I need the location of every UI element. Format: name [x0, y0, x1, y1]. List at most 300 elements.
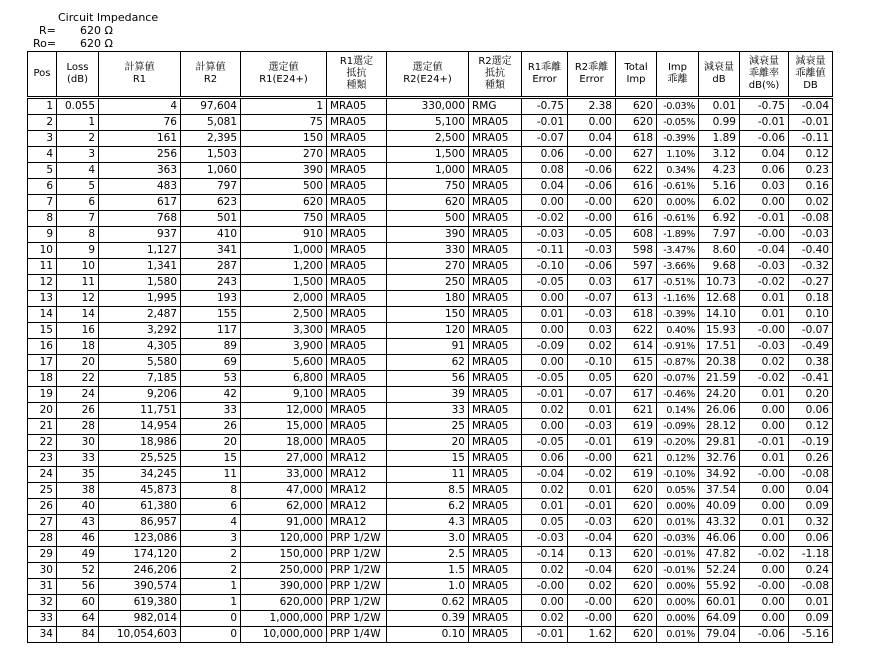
table-cell: 0.09: [789, 499, 833, 515]
table-cell: -0.01: [522, 115, 568, 131]
table-cell: MRA05: [327, 307, 387, 323]
table-cell: -0.11: [522, 243, 568, 259]
table-cell: -0.10: [568, 355, 616, 371]
table-cell: 86,957: [99, 515, 181, 531]
table-cell: 26: [57, 403, 99, 419]
table-cell: 12,000: [241, 403, 327, 419]
table-cell: -0.06: [740, 627, 789, 643]
table-cell: 26: [28, 499, 57, 515]
table-cell: 0.18: [789, 291, 833, 307]
table-cell: 13: [28, 291, 57, 307]
table-cell: 69: [181, 355, 241, 371]
table-cell: 330,000: [387, 98, 469, 115]
table-cell: MRA05: [469, 243, 522, 259]
table-cell: 4: [99, 98, 181, 115]
table-cell: 16: [28, 339, 57, 355]
table-cell: -0.03: [568, 307, 616, 323]
table-cell: 0.02: [522, 403, 568, 419]
table-cell: 40.09: [699, 499, 740, 515]
table-cell: 0.00: [740, 195, 789, 211]
table-cell: 9: [57, 243, 99, 259]
table-cell: 1,127: [99, 243, 181, 259]
table-cell: 2: [57, 131, 99, 147]
table-cell: PRP 1/2W: [327, 579, 387, 595]
table-cell: 2,500: [387, 131, 469, 147]
table-cell: -0.07: [522, 131, 568, 147]
table-cell: -0.00: [568, 195, 616, 211]
table-cell: 1: [28, 98, 57, 115]
table-header-row: [28, 52, 833, 98]
table-cell: 27,000: [241, 451, 327, 467]
column-header: Imp 乖離: [657, 52, 699, 98]
table-cell: 64: [57, 611, 99, 627]
r-value: 620 Ω: [80, 24, 113, 37]
table-cell: 20: [181, 435, 241, 451]
table-cell: 620: [616, 531, 657, 547]
table-cell: 32: [28, 595, 57, 611]
table-cell: -0.01%: [657, 563, 699, 579]
table-cell: 26.06: [699, 403, 740, 419]
table-cell: 3,292: [99, 323, 181, 339]
table-cell: 150,000: [241, 547, 327, 563]
table-row: [28, 339, 833, 355]
table-cell: 61,380: [99, 499, 181, 515]
table-cell: -0.03: [568, 243, 616, 259]
table-cell: 9: [28, 227, 57, 243]
column-header: Total Imp: [616, 52, 657, 98]
table-cell: 33: [387, 403, 469, 419]
table-cell: MRA05: [469, 611, 522, 627]
table-cell: 0.24: [789, 563, 833, 579]
table-row: [28, 611, 833, 627]
table-cell: 5: [28, 163, 57, 179]
table-cell: -0.01: [740, 115, 789, 131]
table-cell: -0.27: [789, 275, 833, 291]
table-cell: 24.20: [699, 387, 740, 403]
table-cell: 161: [99, 131, 181, 147]
table-cell: 0.01: [740, 291, 789, 307]
table-cell: 21.59: [699, 371, 740, 387]
table-cell: MRA05: [327, 339, 387, 355]
table-cell: 0.12: [789, 147, 833, 163]
table-cell: 22: [57, 371, 99, 387]
table-cell: 2.38: [568, 98, 616, 115]
table-cell: 89: [181, 339, 241, 355]
table-cell: MRA05: [327, 115, 387, 131]
header-title: Circuit Impedance: [58, 11, 159, 24]
table-cell: MRA05: [327, 403, 387, 419]
table-cell: 0.40%: [657, 323, 699, 339]
table-cell: 62,000: [241, 499, 327, 515]
table-cell: 410: [181, 227, 241, 243]
column-header: R1選定 抵抗 種類: [327, 52, 387, 98]
table-cell: 0.00%: [657, 195, 699, 211]
column-header: 減衰量 dB: [699, 52, 740, 98]
table-cell: MRA05: [327, 98, 387, 115]
table-cell: 31: [28, 579, 57, 595]
table-cell: 614: [616, 339, 657, 355]
table-cell: 1.89: [699, 131, 740, 147]
table-cell: -1.18: [789, 547, 833, 563]
table-cell: 620: [241, 195, 327, 211]
column-header: 選定値 R1(E24+): [241, 52, 327, 98]
table-cell: 24: [28, 467, 57, 483]
table-cell: 97,604: [181, 98, 241, 115]
table-cell: MRA05: [327, 195, 387, 211]
table-cell: -0.04: [789, 98, 833, 115]
table-cell: 1,200: [241, 259, 327, 275]
table-cell: MRA05: [469, 563, 522, 579]
table-cell: 15.93: [699, 323, 740, 339]
table-cell: 2,487: [99, 307, 181, 323]
table-cell: 26: [181, 419, 241, 435]
table-cell: 150: [387, 307, 469, 323]
table-row: [28, 179, 833, 195]
table-cell: 120,000: [241, 531, 327, 547]
table-cell: -0.14: [522, 547, 568, 563]
table-cell: 0.00: [568, 115, 616, 131]
table-cell: 270: [387, 259, 469, 275]
table-cell: 620: [616, 483, 657, 499]
table-cell: 10,000,000: [241, 627, 327, 643]
table-cell: -0.39%: [657, 307, 699, 323]
table-cell: 250: [387, 275, 469, 291]
table-cell: 0.20: [789, 387, 833, 403]
table-cell: MRA12: [327, 515, 387, 531]
table-cell: 0.00: [740, 483, 789, 499]
table-row: [28, 403, 833, 419]
table-cell: 0.04: [740, 147, 789, 163]
table-cell: 29: [28, 547, 57, 563]
table-row: [28, 355, 833, 371]
table-cell: MRA05: [469, 147, 522, 163]
table-cell: 5,081: [181, 115, 241, 131]
table-cell: 0.00: [740, 419, 789, 435]
table-cell: -0.32: [789, 259, 833, 275]
table-cell: 618: [616, 131, 657, 147]
table-cell: 10: [28, 243, 57, 259]
table-cell: 0.01: [568, 403, 616, 419]
table-cell: 3.0: [387, 531, 469, 547]
table-cell: 18: [28, 371, 57, 387]
table-cell: -0.03: [522, 227, 568, 243]
table-cell: 4: [28, 147, 57, 163]
table-cell: 1: [57, 115, 99, 131]
table-cell: 0.34%: [657, 163, 699, 179]
table-cell: 1: [181, 579, 241, 595]
table-cell: 0.06: [789, 403, 833, 419]
table-cell: -0.02: [568, 467, 616, 483]
table-cell: MRA05: [469, 163, 522, 179]
table-cell: 33: [57, 451, 99, 467]
table-cell: 38: [57, 483, 99, 499]
column-header: 計算値 R2: [181, 52, 241, 98]
table-cell: 16: [57, 323, 99, 339]
table-cell: 0.01: [740, 515, 789, 531]
table-cell: 0.03: [568, 323, 616, 339]
table-cell: 8: [181, 483, 241, 499]
column-header: Pos: [28, 52, 57, 98]
table-cell: -0.00: [568, 595, 616, 611]
table-cell: MRA05: [469, 179, 522, 195]
table-cell: 1: [241, 98, 327, 115]
table-cell: MRA12: [327, 467, 387, 483]
table-row: [28, 515, 833, 531]
table-cell: 5,580: [99, 355, 181, 371]
table-cell: 620: [616, 499, 657, 515]
table-cell: 91,000: [241, 515, 327, 531]
table-cell: 56: [57, 579, 99, 595]
table-cell: 910: [241, 227, 327, 243]
table-cell: 55.92: [699, 579, 740, 595]
table-row: [28, 499, 833, 515]
table-cell: 0.39: [387, 611, 469, 627]
table-cell: 620: [616, 371, 657, 387]
table-cell: -1.89%: [657, 227, 699, 243]
table-cell: -0.39%: [657, 131, 699, 147]
table-cell: MRA05: [327, 323, 387, 339]
table-row: [28, 547, 833, 563]
table-cell: 79.04: [699, 627, 740, 643]
table-cell: 193: [181, 291, 241, 307]
table-cell: 28: [28, 531, 57, 547]
table-cell: -0.00: [568, 611, 616, 627]
table-cell: 0.00: [522, 291, 568, 307]
table-cell: -0.02: [740, 371, 789, 387]
table-cell: -0.06: [568, 179, 616, 195]
table-cell: 617: [616, 275, 657, 291]
table-cell: -0.00: [740, 579, 789, 595]
table-row: [28, 595, 833, 611]
table-cell: -0.61%: [657, 179, 699, 195]
table-cell: 1,580: [99, 275, 181, 291]
table-cell: 14.10: [699, 307, 740, 323]
table-cell: 620: [616, 627, 657, 643]
table-cell: MRA05: [327, 291, 387, 307]
table-cell: 24: [57, 387, 99, 403]
table-row: [28, 419, 833, 435]
table-cell: -0.07%: [657, 371, 699, 387]
table-cell: 30: [28, 563, 57, 579]
table-cell: 0.01%: [657, 627, 699, 643]
table-cell: 619,380: [99, 595, 181, 611]
table-cell: 1,500: [241, 275, 327, 291]
table-cell: 12.68: [699, 291, 740, 307]
table-cell: 621: [616, 403, 657, 419]
table-row: [28, 627, 833, 643]
table-cell: 0.62: [387, 595, 469, 611]
table-cell: 3: [181, 531, 241, 547]
table-cell: MRA05: [327, 227, 387, 243]
table-cell: 483: [99, 179, 181, 195]
table-cell: 4.23: [699, 163, 740, 179]
table-cell: MRA05: [327, 147, 387, 163]
table-cell: -0.91%: [657, 339, 699, 355]
table-cell: 47.82: [699, 547, 740, 563]
table-cell: -0.07: [568, 291, 616, 307]
table-cell: 982,014: [99, 611, 181, 627]
table-cell: MRA05: [327, 259, 387, 275]
table-cell: MRA05: [469, 435, 522, 451]
table-cell: 250,000: [241, 563, 327, 579]
table-cell: 40: [57, 499, 99, 515]
column-header: 計算値 R1: [99, 52, 181, 98]
table-cell: 7: [57, 211, 99, 227]
table-cell: 2: [181, 563, 241, 579]
table-cell: 8: [57, 227, 99, 243]
table-cell: 5,100: [387, 115, 469, 131]
table-cell: 0.06: [789, 531, 833, 547]
table-row: [28, 563, 833, 579]
table-cell: 750: [387, 179, 469, 195]
table-cell: 750: [241, 211, 327, 227]
table-cell: MRA12: [327, 451, 387, 467]
table-cell: 0.055: [57, 98, 99, 115]
column-header: Loss (dB): [57, 52, 99, 98]
table-cell: 627: [616, 147, 657, 163]
table-cell: 42: [181, 387, 241, 403]
table-cell: 0.00: [740, 531, 789, 547]
table-row: [28, 291, 833, 307]
table-cell: 0.08: [522, 163, 568, 179]
column-header: R2乖離 Error: [568, 52, 616, 98]
column-header: 選定値 R2(E24+): [387, 52, 469, 98]
table-cell: MRA05: [469, 579, 522, 595]
table-cell: 11: [387, 467, 469, 483]
table-cell: 341: [181, 243, 241, 259]
table-cell: -0.04: [522, 467, 568, 483]
table-cell: -0.04: [568, 531, 616, 547]
table-cell: -0.01: [740, 211, 789, 227]
ro-label: Ro=: [33, 37, 57, 50]
table-cell: -3.66%: [657, 259, 699, 275]
table-cell: 0.10: [789, 307, 833, 323]
table-cell: 117: [181, 323, 241, 339]
r-label: R=: [39, 24, 56, 37]
table-cell: 6.92: [699, 211, 740, 227]
table-cell: 33: [181, 403, 241, 419]
table-cell: 3: [28, 131, 57, 147]
table-cell: 1.0: [387, 579, 469, 595]
table-cell: 363: [99, 163, 181, 179]
table-cell: 37.54: [699, 483, 740, 499]
table-cell: 1.5: [387, 563, 469, 579]
table-cell: 0.03: [568, 275, 616, 291]
table-cell: 155: [181, 307, 241, 323]
table-cell: MRA05: [469, 307, 522, 323]
table-cell: 620: [616, 515, 657, 531]
table-cell: 620: [616, 595, 657, 611]
table-cell: MRA05: [469, 275, 522, 291]
column-header: 減衰量 乖離率 dB(%): [740, 52, 789, 98]
table-cell: 15,000: [241, 419, 327, 435]
table-cell: 623: [181, 195, 241, 211]
table-cell: -0.00: [568, 211, 616, 227]
table-cell: 0.01: [568, 483, 616, 499]
table-cell: 620: [616, 98, 657, 115]
table-cell: 598: [616, 243, 657, 259]
table-cell: 768: [99, 211, 181, 227]
table-cell: 20.38: [699, 355, 740, 371]
table-cell: 620: [387, 195, 469, 211]
table-cell: MRA05: [327, 387, 387, 403]
table-row: [28, 323, 833, 339]
table-cell: 0.00: [522, 595, 568, 611]
table-cell: MRA05: [469, 371, 522, 387]
table-cell: 4,305: [99, 339, 181, 355]
table-cell: 0: [181, 611, 241, 627]
table-cell: 0.00: [740, 499, 789, 515]
table-cell: 17.51: [699, 339, 740, 355]
table-cell: -0.05: [522, 275, 568, 291]
table-cell: -0.10%: [657, 467, 699, 483]
table-cell: 39: [387, 387, 469, 403]
table-cell: 270: [241, 147, 327, 163]
table-cell: 0: [181, 627, 241, 643]
table-cell: -0.87%: [657, 355, 699, 371]
table-cell: 33,000: [241, 467, 327, 483]
table-cell: 2,500: [241, 307, 327, 323]
table-cell: 6.2: [387, 499, 469, 515]
table-cell: 174,120: [99, 547, 181, 563]
table-cell: 1,000,000: [241, 611, 327, 627]
table-cell: 18: [57, 339, 99, 355]
table-cell: 18,000: [241, 435, 327, 451]
table-cell: 0.01: [740, 307, 789, 323]
table-cell: 0.01: [740, 451, 789, 467]
table-cell: 45,873: [99, 483, 181, 499]
table-row: [28, 211, 833, 227]
table-cell: 618: [616, 307, 657, 323]
table-row: [28, 115, 833, 131]
table-cell: MRA12: [327, 499, 387, 515]
table-cell: 20: [28, 403, 57, 419]
table-cell: 616: [616, 211, 657, 227]
table-cell: 84: [57, 627, 99, 643]
table-cell: 11: [28, 259, 57, 275]
table-cell: 0.23: [789, 163, 833, 179]
table-cell: -0.40: [789, 243, 833, 259]
table-cell: 0.14%: [657, 403, 699, 419]
table-cell: -0.03: [522, 531, 568, 547]
table-cell: 2: [28, 115, 57, 131]
table-cell: 613: [616, 291, 657, 307]
table-cell: 1.62: [568, 627, 616, 643]
table-cell: RMG: [469, 98, 522, 115]
table-row: [28, 227, 833, 243]
table-cell: -0.61%: [657, 211, 699, 227]
table-cell: -0.02: [740, 547, 789, 563]
table-cell: MRA05: [469, 403, 522, 419]
table-cell: 0.05%: [657, 483, 699, 499]
table-cell: 500: [387, 211, 469, 227]
table-row: [28, 98, 833, 115]
table-cell: 75: [241, 115, 327, 131]
table-cell: -0.49: [789, 339, 833, 355]
table-cell: 243: [181, 275, 241, 291]
table-cell: 14: [57, 307, 99, 323]
table-cell: 10.73: [699, 275, 740, 291]
table-cell: -0.20%: [657, 435, 699, 451]
table-cell: 14: [28, 307, 57, 323]
table-row: [28, 259, 833, 275]
table-cell: 5,600: [241, 355, 327, 371]
table-cell: 0.06: [522, 147, 568, 163]
table-cell: MRA05: [469, 291, 522, 307]
table-cell: 21: [28, 419, 57, 435]
table-cell: MRA05: [469, 387, 522, 403]
column-header: R2選定 抵抗 種類: [469, 52, 522, 98]
